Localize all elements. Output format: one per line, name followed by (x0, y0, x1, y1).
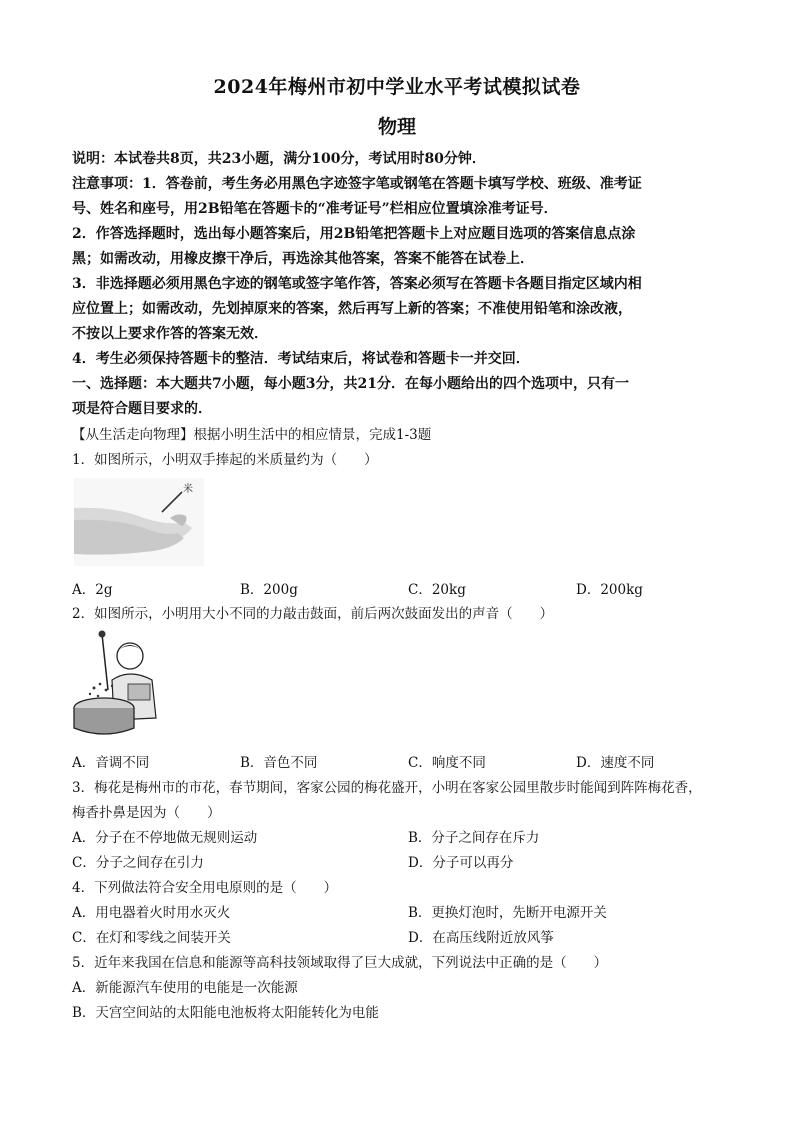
q1-rice-label: 米 (183, 484, 193, 495)
q3-option-d: D．分子可以再分 (408, 855, 514, 871)
q2-stem: 2．如图所示，小明用大小不同的力敲击鼓面，前后两次鼓面发出的声音（ ） (72, 606, 554, 622)
q3-stem-b: 梅香扑鼻是因为（ ） (72, 805, 221, 821)
q2-option-b: B．音色不同 (240, 755, 318, 771)
section-context: 【从生活走向物理】根据小明生活中的相应情景，完成1-3题 (72, 427, 432, 443)
exam-title: 2024年梅州市初中学业水平考试模拟试卷 (213, 76, 581, 98)
q4-option-b: B．更换灯泡时，先断开电源开关 (408, 905, 607, 921)
instructions-note-3a: 3．非选择题必须用黑色字迹的钢笔或签字笔作答，答案必须写在答题卡各题目指定区域内相 (72, 276, 642, 292)
instructions-note-2a: 2．作答选择题时，选出每小题答案后，用2B铅笔把答题卡上对应题目选项的答案信息点涂 (72, 226, 636, 242)
q5-option-a: A．新能源汽车使用的电能是一次能源 (72, 980, 298, 996)
q4-option-d: D．在高压线附近放风筝 (408, 930, 554, 946)
q4-option-a: A．用电器着火时用水灭火 (72, 905, 231, 921)
q1-stem: 1．如图所示，小明双手捧起的米质量约为（ ） (72, 452, 378, 468)
q2-option-a: A．音调不同 (72, 755, 150, 771)
q5-option-b: B．天宫空间站的太阳能电池板将太阳能转化为电能 (72, 1005, 379, 1021)
q1-option-d: D．200kg (576, 582, 643, 598)
q5-stem: 5．近年来我国在信息和能源等高科技领域取得了巨大成就，下列说法中正确的是（ ） (72, 955, 608, 971)
q1-option-a: A．2g (72, 582, 113, 598)
instructions-note-3c: 不按以上要求作答的答案无效． (72, 326, 268, 342)
instructions-note-4: 4．考生必须保持答题卡的整洁．考试结束后，将试卷和答题卡一并交回． (72, 351, 530, 367)
instructions-note-3b: 应位置上；如需改动，先划掉原来的答案，然后再写上新的答案；不准使用铅笔和涂改液， (72, 301, 632, 317)
q2-option-c: C．响度不同 (408, 755, 486, 771)
q1-option-c: C．20kg (408, 582, 466, 598)
q2-option-d: D．速度不同 (576, 755, 655, 771)
q3-stem-a: 3．梅花是梅州市的市花，春节期间，客家公园的梅花盛开，小明在客家公园里散步时能闻到阵阵梅花香， (72, 780, 702, 796)
instructions-note-1a: 注意事项：1．答卷前，考生务必用黑色字迹签字笔或钢笔在答题卡填写学校、班级、准考证 (72, 176, 642, 192)
instructions-note-2b: 黑；如需改动，用橡皮擦干净后，再选涂其他答案，答案不能答在试卷上． (72, 251, 534, 267)
q2-boy-drum-image (72, 628, 162, 740)
exam-subject: 物理 (377, 116, 416, 138)
q3-option-a: A．分子在不停地做无规则运动 (72, 830, 258, 846)
q3-option-c: C．分子之间存在引力 (72, 855, 204, 871)
q1-option-b: B．200g (240, 582, 298, 598)
section-heading-b: 项是符合题目要求的． (72, 401, 212, 417)
instructions-note-1b: 号、姓名和座号，用2B铅笔在答题卡的“准考证号”栏相应位置填涂准考证号． (72, 201, 558, 217)
section-heading-a: 一、选择题：本大题共7小题，每小题3分，共21分．在每小题给出的四个选项中，只有一 (72, 376, 629, 392)
q1-hands-rice-image (74, 478, 204, 566)
instructions-intro: 说明：本试卷共8页，共23小题，满分100分，考试用时80分钟． (72, 151, 486, 167)
q4-stem: 4．下列做法符合安全用电原则的是（ ） (72, 880, 338, 896)
q4-option-c: C．在灯和零线之间装开关 (72, 930, 231, 946)
q3-option-b: B．分子之间存在斥力 (408, 830, 540, 846)
